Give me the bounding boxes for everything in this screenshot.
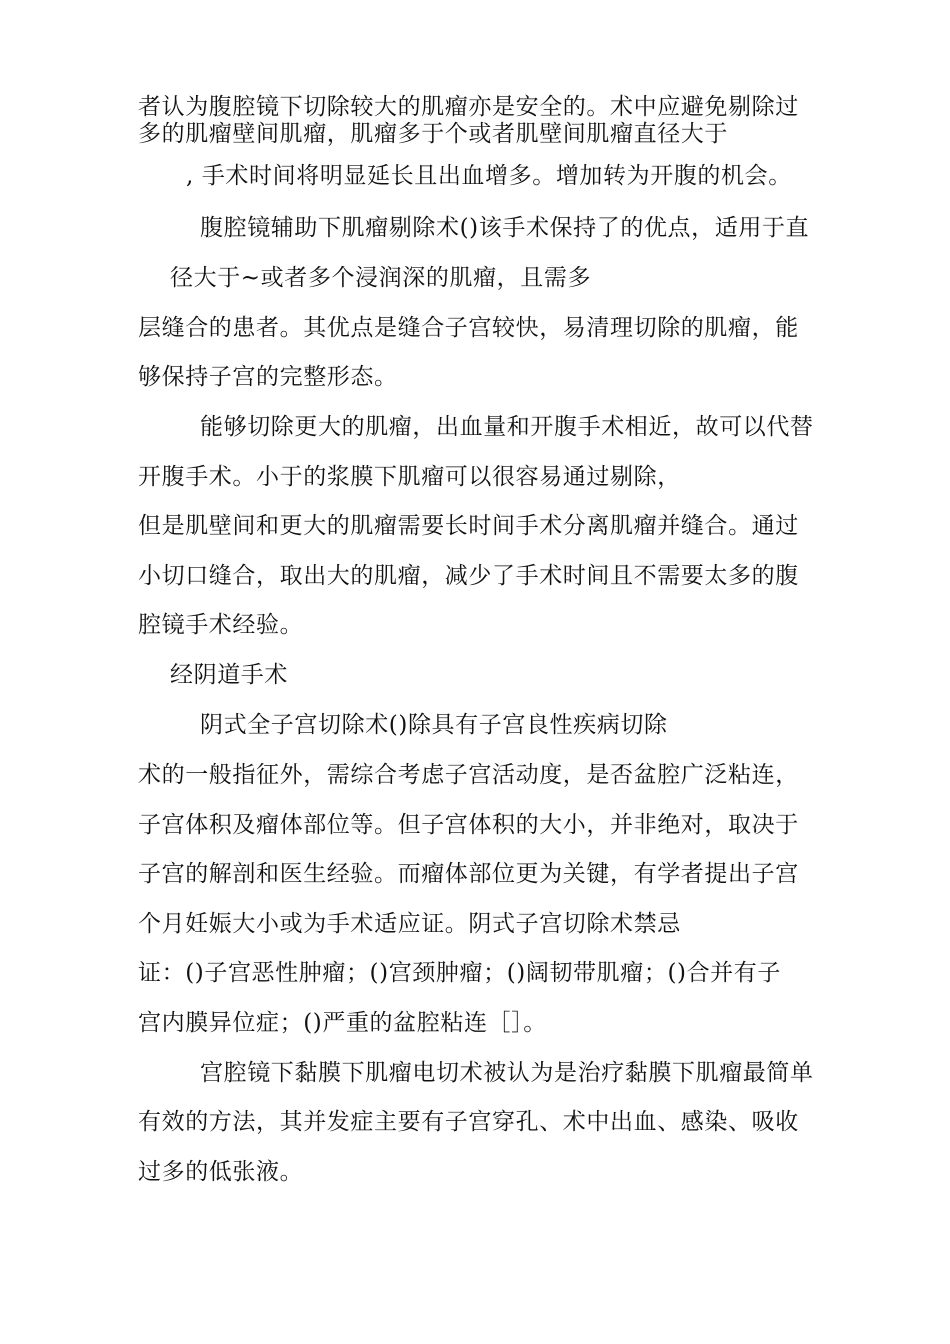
text-line: 腹腔镜辅助下肌瘤剔除术()该手术保持了的优点，适用于直 [200,215,810,241]
text-line: 宫腔镜下黏膜下肌瘤电切术被认为是治疗黏膜下肌瘤最简单 [200,1060,814,1086]
text-line: 子宫的解剖和医生经验。而瘤体部位更为关键，有学者提出子宫 [138,861,799,887]
text-line: , 手术时间将明显延长且出血增多。增加转为开腹的机会。 [186,163,792,189]
text-line: 个月妊娠大小或为手术适应证。阴式子宫切除术禁忌 [138,911,681,937]
text-line: 多的肌瘤壁间肌瘤，肌瘤多于个或者肌壁间肌瘤直径大于 [138,121,728,147]
text-line: 者认为腹腔镜下切除较大的肌瘤亦是安全的。术中应避免剔除过 [138,94,799,120]
text-line: 够保持子宫的完整形态。 [138,364,398,390]
section-heading: 经阴道手术 [170,662,288,688]
text-line: 能够切除更大的肌瘤，出血量和开腹手术相近，故可以代替 [200,414,814,440]
text-line: 腔镜手术经验。 [138,612,304,638]
text-line: 阴式全子宫切除术()除具有子宫良性疾病切除 [200,712,668,738]
text-line: 子宫体积及瘤体部位等。但子宫体积的大小，并非绝对，取决于 [138,812,799,838]
text-line: 小切口缝合，取出大的肌瘤，减少了手术时间且不需要太多的腹 [138,563,799,589]
text-line: 径大于~或者多个浸润深的肌瘤，且需多 [170,265,592,291]
text-line: 宫内膜异位症；()严重的盆腔粘连［］。 [138,1010,547,1036]
text-line: 开腹手术。小于的浆膜下肌瘤可以很容易通过剔除， [138,464,681,490]
text-line: 过多的低张液。 [138,1159,304,1185]
text-line: 层缝合的患者。其优点是缝合子宫较快，易清理切除的肌瘤，能 [138,315,799,341]
text-line: 术的一般指征外，需综合考虑子宫活动度，是否盆腔广泛粘连， [138,762,799,788]
text-line: 但是肌壁间和更大的肌瘤需要长时间手术分离肌瘤并缝合。通过 [138,513,799,539]
text-line: 证：()子宫恶性肿瘤；()宫颈肿瘤；()阔韧带肌瘤；()合并有子 [138,960,781,986]
text-line: 有效的方法，其并发症主要有子宫穿孔、术中出血、感染、吸收 [138,1109,799,1135]
